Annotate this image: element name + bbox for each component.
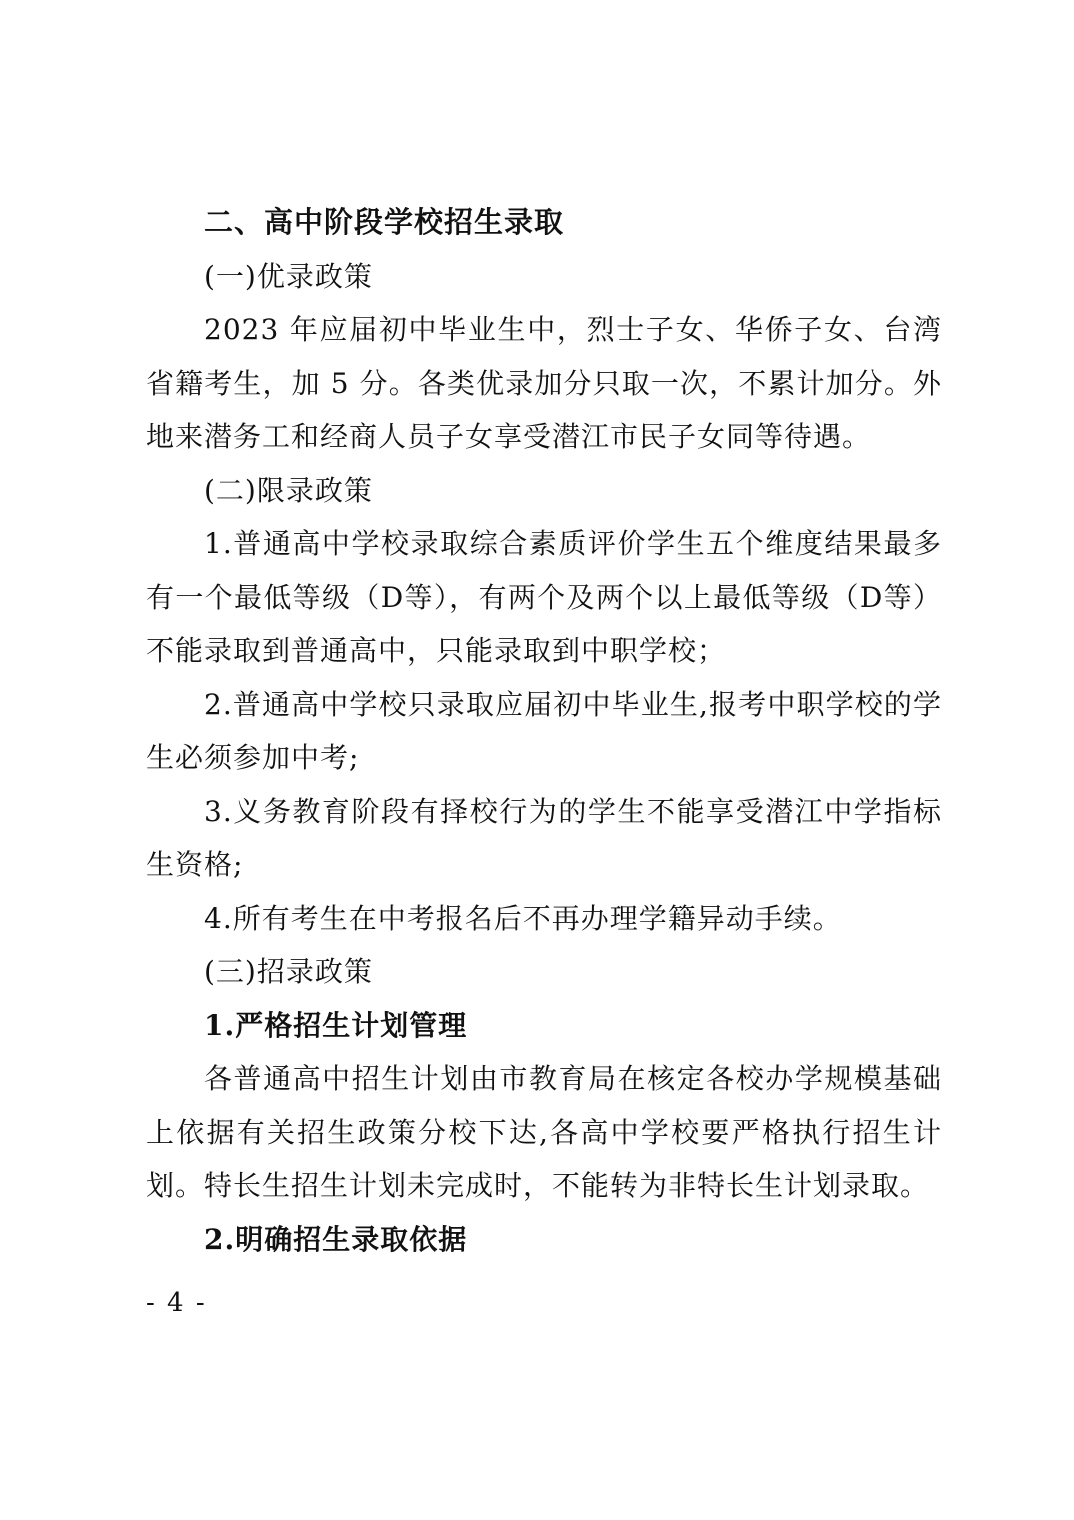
list-item-restriction-4: 4.所有考生在中考报名后不再办理学籍异动手续。 [204, 901, 842, 935]
page-number: - 4 - [146, 1288, 207, 1318]
subsection-title-restriction-policy: (二)限录政策 [204, 473, 373, 507]
list-item-restriction-3: 3.义务教育阶段有择校行为的学生不能享受潜江中学指标生资格; [146, 794, 942, 881]
paragraph-preferential-policy: 2023 年应届初中毕业生中，烈士子女、华侨子女、台湾省籍考生，加 5 分。各类优录加分只取一次，不累计加分。外地来潜务工和经商人员子女享受潜江市民子女同等待遇。 [146, 313, 942, 453]
bold-heading-admission-basis: 2.明确招生录取依据 [204, 1222, 468, 1256]
list-item-restriction-2: 2.普通高中学校只录取应届初中毕业生,报考中职学校的学生必须参加中考; [146, 687, 942, 774]
list-item-restriction-1: 1.普通高中学校录取综合素质评价学生五个维度结果最多有一个最低等级（D等），有两个及两个以上最低等级（D等）不能录取到普通高中，只能录取到中职学校； [146, 527, 942, 667]
document-body [146, 196, 942, 1266]
subsection-title-preferential-policy: (一)优录政策 [204, 259, 373, 293]
bold-heading-plan-management: 1.严格招生计划管理 [204, 1008, 468, 1042]
paragraph-plan-management: 各普通高中招生计划由市教育局在核定各校办学规模基础上依据有关招生政策分校下达,各高中学校要严格执行招生计划。特长生招生计划未完成时，不能转为非特长生计划录取。 [146, 1062, 942, 1202]
subsection-title-admission-policy: (三)招录政策 [204, 955, 373, 988]
section-title: 二、高中阶段学校招生录取 [204, 205, 565, 239]
